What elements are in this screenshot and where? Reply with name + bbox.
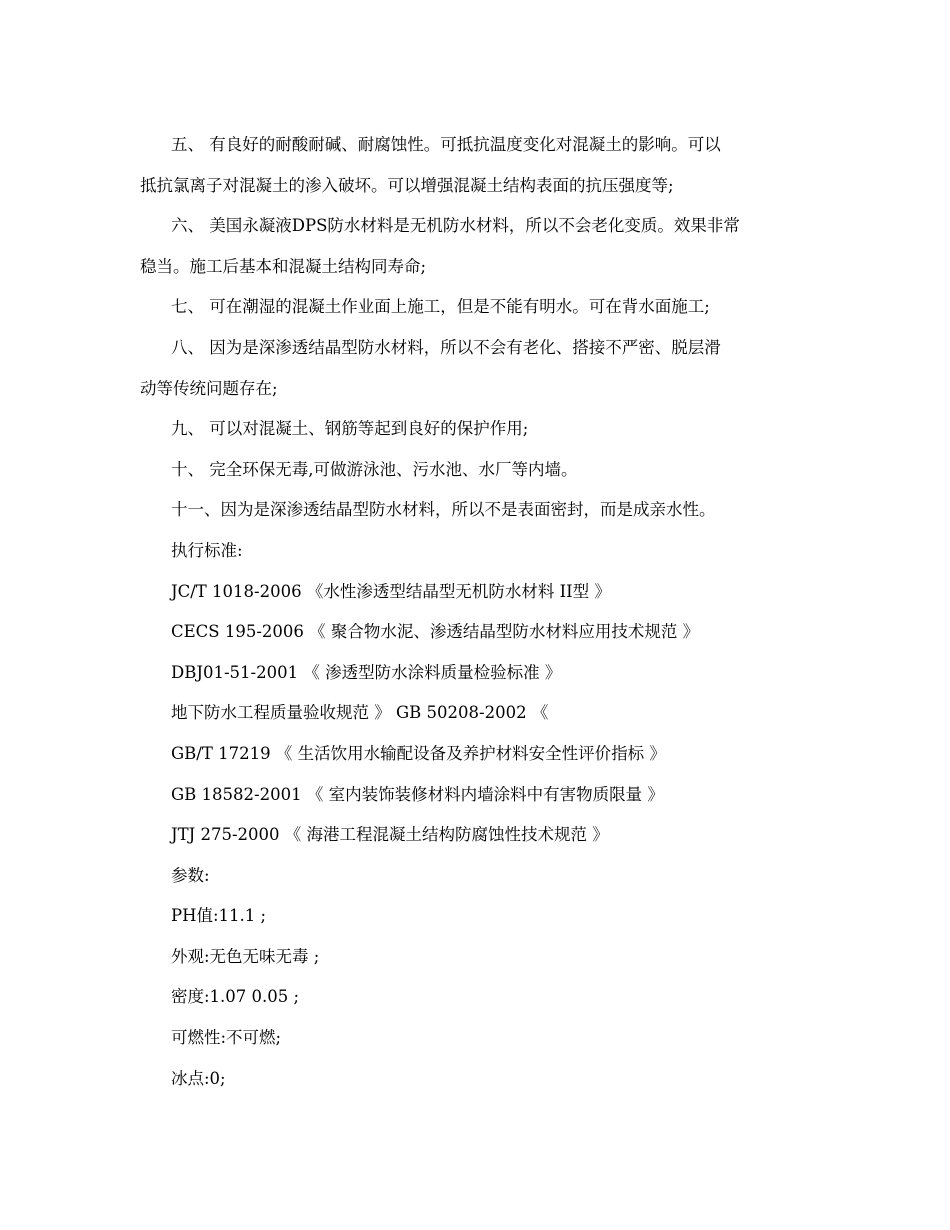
paragraph-line: 五、 有良好的耐酸耐碱、耐腐蚀性。可抵抗温度变化对混凝土的影响。可以	[171, 135, 721, 154]
standard-item: GB 18582-2001 《 室内装饰装修材料内墙涂料中有害物质限量 》	[171, 784, 664, 804]
paragraph-line: 七、 可在潮湿的混凝土作业面上施工，但是不能有明水。可在背水面施工;	[171, 297, 710, 317]
parameter-item: 密度:1.07 0.05 ;	[171, 987, 300, 1007]
section-heading-parameters: 参数:	[171, 865, 210, 885]
parameter-item: 外观:无色无味无毒 ;	[171, 946, 320, 966]
paragraph-line: 稳当。施工后基本和混凝土结构同寿命;	[140, 256, 427, 276]
section-heading-standards: 执行标准:	[171, 540, 243, 560]
standard-item: JTJ 275-2000 《 海港工程混凝土结构防腐蚀性技术规范 》	[171, 825, 609, 845]
parameter-item: PH值:11.1 ;	[171, 906, 267, 926]
parameter-item: 冰点:0;	[171, 1068, 226, 1088]
paragraph-line: 六、 美国永凝液DPS防水材料是无机防水材料，所以不会老化变质。效果非常	[171, 216, 740, 236]
paragraph-line: 九、 可以对混凝土、钢筋等起到良好的保护作用;	[171, 419, 529, 439]
standard-item: DBJ01-51-2001 《 渗透型防水涂料质量检验标准 》	[171, 662, 562, 682]
paragraph-line: 动等传统问题存在;	[140, 378, 278, 398]
standard-item: 地下防水工程质量验收规范 》 GB 50208-2002 《	[171, 703, 549, 723]
standard-item: CECS 195-2006 《 聚合物水泥、渗透结晶型防水材料应用技术规范 》	[171, 622, 700, 642]
document-body	[140, 125, 820, 1099]
standard-item: GB/T 17219 《 生活饮用水输配设备及养护材料安全性评价指标 》	[171, 743, 666, 763]
paragraph-line: 十、 完全环保无毒,可做游泳池、污水池、水厂等内墙。	[171, 459, 578, 479]
paragraph-line: 抵抗氯离子对混凝土的渗入破坏。可以增强混凝土结构表面的抗压强度等;	[140, 175, 674, 195]
parameter-item: 可燃性:不可燃;	[171, 1028, 282, 1048]
paragraph-line: 十一、因为是深渗透结晶型防水材料，所以不是表面密封，而是成亲水性。	[171, 500, 716, 520]
standard-item: JC/T 1018-2006 《水性渗透型结晶型无机防水材料 II型 》	[171, 581, 611, 601]
paragraph-line: 八、 因为是深渗透结晶型防水材料，所以不会有老化、搭接不严密、脱层滑	[171, 337, 721, 357]
